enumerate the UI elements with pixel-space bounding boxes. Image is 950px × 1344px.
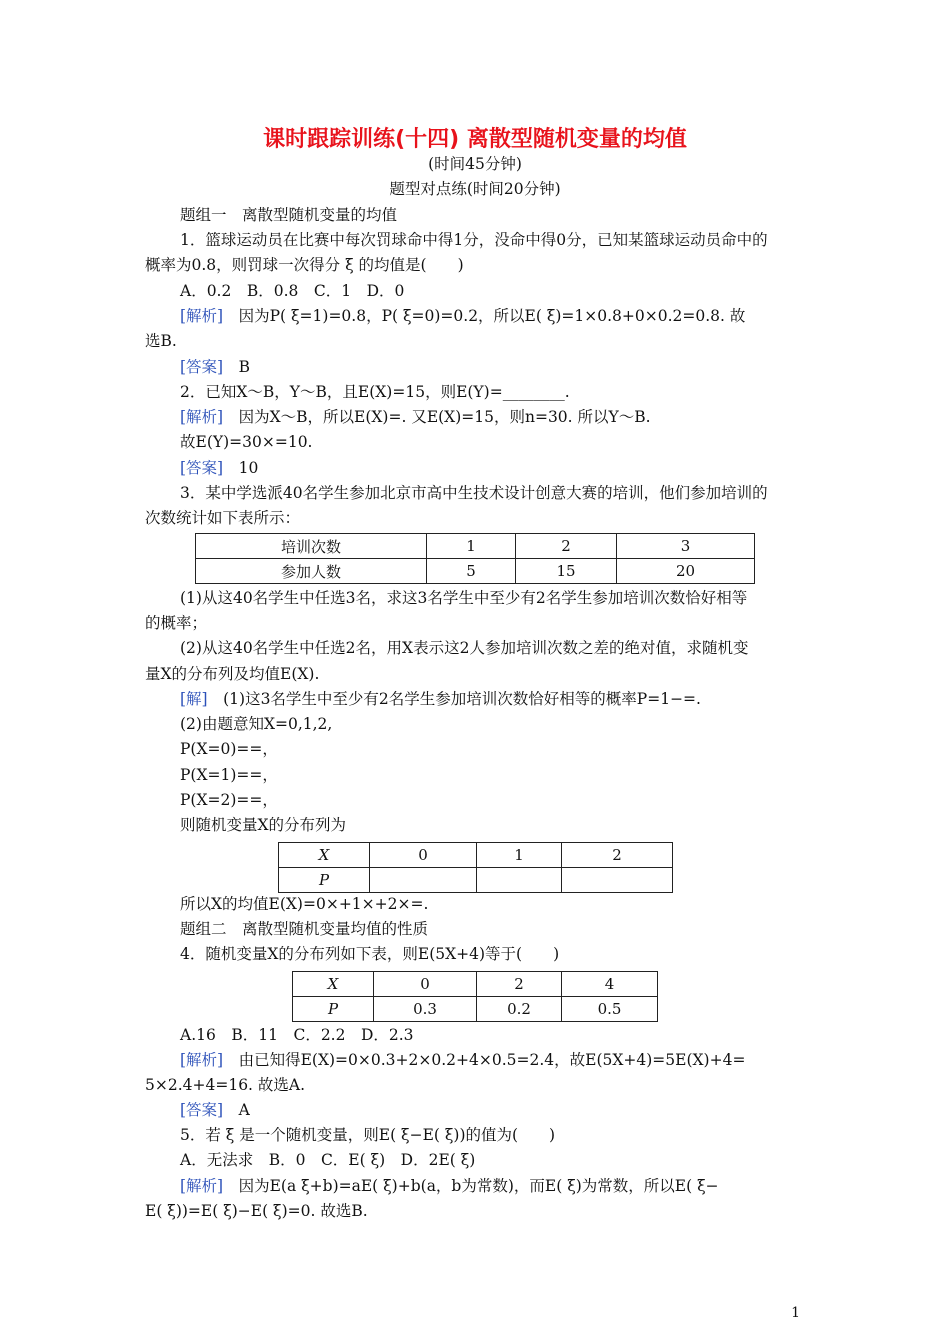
q5-analysis-line2: E( ξ))=E( ξ)−E( ξ)=0. 故选B. bbox=[145, 1202, 368, 1220]
distribution-table bbox=[278, 842, 673, 893]
table-cell: 4 bbox=[562, 972, 658, 997]
table-cell bbox=[477, 868, 562, 893]
q1-analysis-line1: [解析] 因为P( ξ=1)=0.8，P( ξ=0)=0.2，所以E( ξ)=1×0.8+0×0.2=0.8. 故 bbox=[180, 307, 746, 325]
q3-stem-line2: 次数统计如下表所示： bbox=[145, 509, 301, 527]
training-count-table bbox=[195, 533, 755, 584]
table-cell: 2 bbox=[562, 843, 673, 868]
table-cell: 0.3 bbox=[374, 997, 477, 1022]
q4-options: A.16 B．11 C．2.2 D．2.3 bbox=[180, 1026, 414, 1044]
table-cell: X bbox=[279, 843, 370, 868]
q4-answer: [答案] A bbox=[180, 1101, 250, 1119]
q3-part2-line2: 量X的分布列及均值E(X). bbox=[145, 665, 320, 683]
section-label: 题型对点练(时间20分钟) bbox=[389, 180, 561, 198]
table-cell: P bbox=[279, 868, 370, 893]
table-cell: P bbox=[293, 997, 374, 1022]
table-cell: 0.2 bbox=[477, 997, 562, 1022]
table-cell: 5 bbox=[427, 559, 516, 584]
table-cell: 2 bbox=[516, 534, 617, 559]
document-title: 课时跟踪训练(十四) 离散型随机变量的均值 bbox=[263, 127, 687, 152]
q3-solution-line2: (2)由题意知X=0,1,2, bbox=[180, 715, 333, 733]
q3-solution-line4: P(X=1)==， bbox=[180, 766, 278, 784]
q3-part2-line1: (2)从这40名学生中任选2名，用X表示这2人参加培训次数之差的绝对值，求随机变 bbox=[180, 639, 749, 657]
page-number: 1 bbox=[791, 1305, 800, 1321]
q3-part1-line1: (1)从这40名学生中任选3名，求这3名学生中至少有2名学生参加培训次数恰好相等 bbox=[180, 589, 748, 607]
table-row bbox=[196, 559, 755, 584]
q2-analysis-line2: 故E(Y)=30×=10. bbox=[180, 433, 313, 451]
table-row bbox=[293, 972, 658, 997]
table-cell: 15 bbox=[516, 559, 617, 584]
q3-stem-line1: 3．某中学选派40名学生参加北京市高中生技术设计创意大赛的培训，他们参加培训的 bbox=[180, 484, 768, 502]
answer-tag: [答案] bbox=[180, 459, 224, 477]
solution-tag: [解] bbox=[180, 690, 208, 708]
q1-analysis-line2: 选B. bbox=[145, 332, 177, 350]
table-row bbox=[196, 534, 755, 559]
answer-tag: [答案] bbox=[180, 1101, 224, 1119]
q3-part1-line2: 的概率； bbox=[145, 614, 208, 632]
q1-stem-line2: 概率为0.8，则罚球一次得分 ξ 的均值是( ) bbox=[145, 256, 464, 274]
q1-stem-line1: 1．篮球运动员在比赛中每次罚球命中得1分，没命中得0分，已知某篮球运动员命中的 bbox=[180, 231, 768, 249]
group1-title: 题组一 离散型随机变量的均值 bbox=[180, 206, 398, 224]
table-cell: 0 bbox=[370, 843, 477, 868]
group2-title: 题组二 离散型随机变量均值的性质 bbox=[180, 920, 429, 938]
table-cell: 培训次数 bbox=[196, 534, 427, 559]
q5-options: A．无法求 B．0 C．E( ξ) D．2E( ξ) bbox=[180, 1151, 476, 1169]
table-cell: 0 bbox=[374, 972, 477, 997]
q5-analysis-line1: [解析] 因为E(a ξ+b)=aE( ξ)+b(a，b为常数)，而E( ξ)为常数，所以E( ξ− bbox=[180, 1177, 719, 1195]
table-cell: 3 bbox=[617, 534, 755, 559]
table-cell: 20 bbox=[617, 559, 755, 584]
q3-solution-line6: 则随机变量X的分布列为 bbox=[180, 816, 347, 834]
table-cell bbox=[562, 868, 673, 893]
q4-stem: 4．随机变量X的分布列如下表，则E(5X+4)等于( ) bbox=[180, 945, 560, 963]
table-cell: 0.5 bbox=[562, 997, 658, 1022]
q2-answer: [答案] 10 bbox=[180, 459, 259, 477]
analysis-tag: [解析] bbox=[180, 307, 224, 325]
q3-solution-line7: 所以X的均值E(X)=0×+1×+2×=. bbox=[180, 895, 429, 913]
q4-distribution-table bbox=[292, 971, 658, 1022]
q3-solution-line3: P(X=0)==， bbox=[180, 740, 278, 758]
table-cell bbox=[370, 868, 477, 893]
table-cell: 参加人数 bbox=[196, 559, 427, 584]
analysis-tag: [解析] bbox=[180, 408, 224, 426]
answer-tag: [答案] bbox=[180, 358, 224, 376]
q5-stem: 5．若 ξ 是一个随机变量，则E( ξ−E( ξ))的值为( ) bbox=[180, 1126, 556, 1144]
time-total: (时间45分钟) bbox=[428, 155, 522, 173]
analysis-tag: [解析] bbox=[180, 1177, 224, 1195]
table-row bbox=[293, 997, 658, 1022]
q1-options: A．0.2 B．0.8 C．1 D．0 bbox=[180, 282, 405, 300]
q3-solution-line5: P(X=2)==， bbox=[180, 791, 278, 809]
table-row bbox=[279, 868, 673, 893]
q2-analysis-line1: [解析] 因为X～B，所以E(X)=. 又E(X)=15，则n=30. 所以Y～B. bbox=[180, 408, 651, 426]
table-cell: 2 bbox=[477, 972, 562, 997]
analysis-tag: [解析] bbox=[180, 1051, 224, 1069]
table-cell: 1 bbox=[427, 534, 516, 559]
table-row bbox=[279, 843, 673, 868]
table-cell: X bbox=[293, 972, 374, 997]
q1-answer: [答案] B bbox=[180, 358, 250, 376]
q3-solution-line1: [解] (1)这3名学生中至少有2名学生参加培训次数恰好相等的概率P=1−=. bbox=[180, 690, 701, 708]
q4-analysis-line2: 5×2.4+4=16. 故选A. bbox=[145, 1076, 306, 1094]
q2-stem: 2．已知X～B，Y～B，且E(X)=15，则E(Y)=________. bbox=[180, 383, 570, 401]
table-cell: 1 bbox=[477, 843, 562, 868]
q4-analysis-line1: [解析] 由已知得E(X)=0×0.3+2×0.2+4×0.5=2.4，故E(5X+4)=5E(X)+4= bbox=[180, 1051, 746, 1069]
